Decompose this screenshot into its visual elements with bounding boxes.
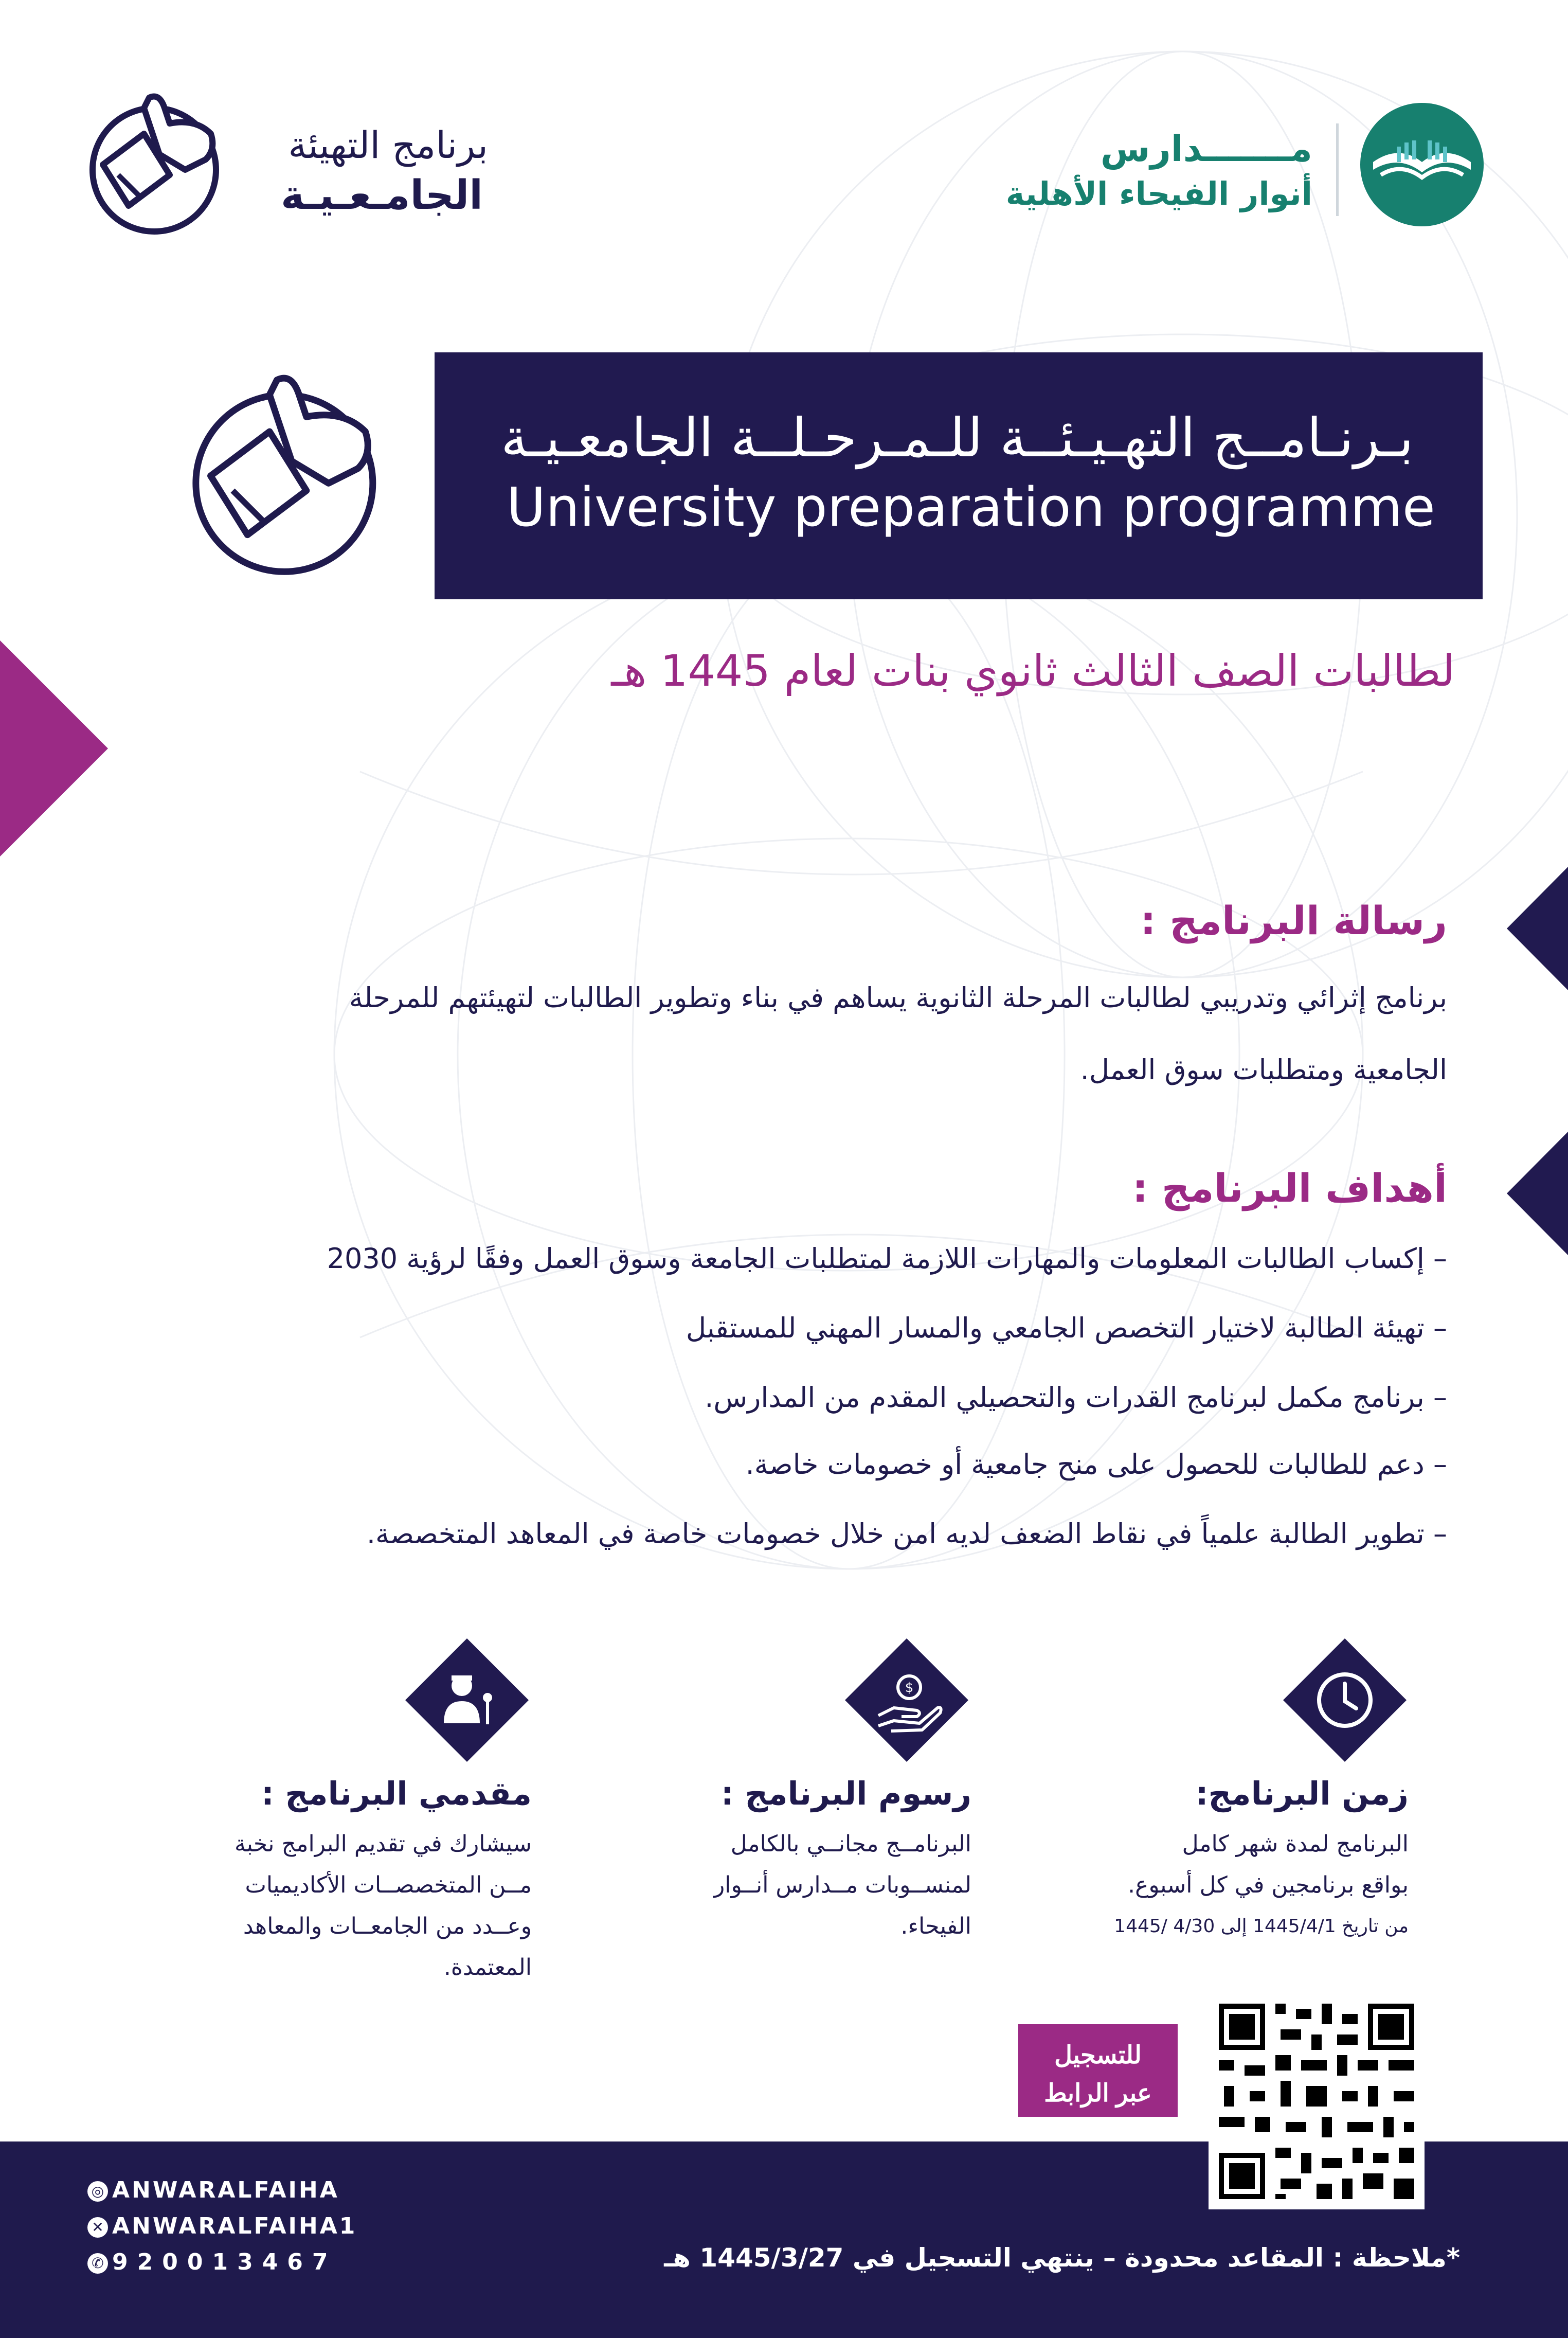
target-audience-subtitle: لطالبات الصف الثالث ثانوي بنات لعام 1445 هـ (611, 646, 1455, 696)
presenters-line3: وعــدد من الجامعــات والمعاهد (243, 1913, 532, 1939)
presenters-heading: مقدمي البرنامج : (261, 1775, 532, 1812)
handshake-thumbs-up-icon (177, 365, 399, 586)
presenter-icon (405, 1638, 529, 1762)
logo-divider (1336, 123, 1339, 216)
time-line2: بواقع برنامجين في كل أسبوع. (1128, 1872, 1409, 1898)
register-button-line1: للتسجيل (1054, 2041, 1142, 2069)
mission-text-line2: الجامعية ومتطلبات سوق العمل. (1080, 1054, 1447, 1086)
social-handle-1: ANWARALFAIHA (112, 2177, 339, 2203)
social-x[interactable] (87, 2213, 357, 2239)
fees-heading: رسوم البرنامج : (721, 1775, 971, 1812)
program-logo-line2: الجامـعـيـة (281, 172, 483, 219)
fees-line1: البرنامــج مجانــي بالكامل (730, 1831, 971, 1857)
registration-note: *ملاحظة : المقاعد محدودة – ينتهي التسجيل في 1445/3/27 هـ (664, 2243, 1460, 2273)
time-heading: زمن البرنامج: (1195, 1775, 1409, 1812)
fees-line2: لمنســوبات مــدارس أنــوار (713, 1872, 971, 1898)
mission-heading: رسالة البرنامج : (1140, 898, 1447, 943)
x-icon: ✕ (87, 2217, 108, 2238)
banner-title-english: University preparation programme (507, 476, 1435, 539)
handshake-thumbs-up-icon (82, 87, 231, 242)
svg-text:$: $ (905, 1680, 914, 1696)
qr-code-icon[interactable] (1209, 1993, 1425, 2209)
school-name-line1: مـــــــدارس (1100, 128, 1312, 170)
goal-item: – إكساب الطالبات المعلومات والمهارات اللازمة لمتطلبات الجامعة وسوق العمل وفقًا لرؤية 2030 (327, 1242, 1447, 1275)
fees-line3: الفيحاء. (900, 1913, 971, 1939)
register-button-line2: عبر الرابط (1044, 2079, 1152, 2107)
mission-text (28, 962, 1447, 1106)
time-line3: من تاريخ 1445/4/1 إلى 4/30 /1445 (1114, 1916, 1409, 1937)
social-instagram-snapchat[interactable] (87, 2177, 339, 2203)
instagram-icon: ◎ (87, 2181, 108, 2202)
program-logo-line1: برنامج التهيئة (288, 123, 488, 167)
time-line1: البرنامج لمدة شهر كامل (1182, 1831, 1409, 1857)
right-triangle-decoration (1507, 1132, 1568, 1255)
banner-title-arabic: بـرنـامــج التهـيـئــة للـمـرحـلــة الجامعـيـة (501, 406, 1414, 469)
fees-body (653, 1824, 971, 1947)
presenters-body (161, 1824, 532, 1988)
goal-item: – برنامج مكمل لبرنامج القدرات والتحصيلي المقدم من المدارس. (705, 1381, 1447, 1414)
left-triangle-decoration (0, 640, 108, 856)
hand-coin-icon (845, 1638, 968, 1762)
goal-item: – تهيئة الطالبة لاختيار التخصص الجامعي والمسار المهني للمستقبل (686, 1312, 1447, 1344)
presenters-line2: مــن المتخصصــات الأكاديميات (245, 1872, 532, 1898)
phone-number: 920013467 (112, 2249, 337, 2275)
clock-icon (1283, 1638, 1407, 1762)
right-triangle-decoration (1507, 867, 1568, 990)
mission-text-line1: برنامج إثرائي وتدريبي لطالبات المرحلة الثانوية يساهم في بناء وتطوير الطالبات لتهيئتهم للمرحلة (349, 981, 1447, 1014)
time-body (1090, 1824, 1409, 1947)
open-book-logo-icon (1358, 100, 1486, 229)
goal-item: – تطوير الطالبة علمياً في نقاط الضعف لديه امن خلال خصومات خاصة في المعاهد المتخصصة. (366, 1518, 1447, 1550)
presenters-line4: المعتمدة. (443, 1954, 532, 1980)
goals-heading: أهداف البرنامج : (1132, 1165, 1447, 1211)
phone-icon: ✆ (87, 2253, 108, 2274)
school-name-line2: أنوار الفيحاء الأهلية (1005, 175, 1312, 212)
register-button[interactable] (1018, 2024, 1178, 2117)
goal-item: – دعم للطالبات للحصول على منح جامعية أو خصومات خاصة. (745, 1448, 1447, 1480)
presenters-line1: سيشارك في تقديم البرامج نخبة (235, 1831, 532, 1857)
phone-contact[interactable] (87, 2249, 337, 2275)
social-handle-2: ANWARALFAIHA1 (112, 2213, 357, 2239)
